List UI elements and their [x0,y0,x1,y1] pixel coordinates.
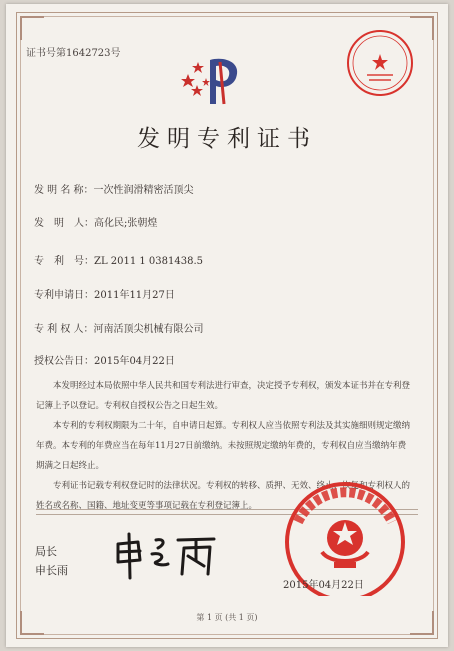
inventor: 高化民;张朝煌 [94,218,158,229]
field-label: 发 明 人： [34,218,94,229]
patent-number: ZL 2011 1 0381438.5 [94,256,204,267]
inventor-row [34,214,157,229]
corner-ornament [20,16,44,40]
invention-name: 一次性润滑精密活顶尖 [93,185,194,196]
body-paragraph: 专利证书记载专利权登记时的法律状况。专利权的转移、质押、无效、终止、恢复和专利权人的姓名或名称、国籍、地址变更等事项记载在专利登记簿上。 [36,481,411,511]
patent-number-row [34,252,203,267]
field-label: 专 利 权 人： [34,324,94,335]
grant-date: 2015年04月22日 [94,356,175,367]
field-label: 专 利 号： [34,256,94,267]
patentee-row [34,320,204,335]
issue-date: 2015年04月22日 [283,580,364,591]
field-label: 发 明 名 称： [34,185,94,196]
field-label: 专利申请日： [34,290,94,301]
body-paragraph: 本专利的专利权期限为二十年，自申请日起算。专利权人应当依照专利法及其实施细则规定缴纳年费。本专利的年费应当在每年11月27日前缴纳。未按照规定缴纳年费的，专利权自应当缴纳年费期满之日起终止。 [36,421,411,471]
grant-date-row [34,352,175,367]
invention-name-row [34,181,194,196]
field-label: 授权公告日： [34,356,94,367]
certificate-title: 发明专利证书 [137,126,317,152]
agency-stamp [345,28,415,98]
signatory-title: 局长 [35,545,57,558]
filing-date-row [34,286,175,301]
filing-date: 2011年11月27日 [94,290,175,301]
handwritten-signature [112,530,222,582]
page-number: 第 1 页 (共 1 页) [196,613,258,622]
signatory-name: 申长雨 [35,564,68,577]
certificate-number: 证书号第1642723号 [26,48,121,59]
patent-office-emblem [180,52,246,108]
patentee: 河南活顶尖机械有限公司 [93,324,204,335]
body-paragraph: 本发明经过本局依照中华人民共和国专利法进行审查，决定授予专利权，颁发本证书并在专利登记簿上予以登记。专利权自授权公告之日起生效。 [36,381,411,411]
